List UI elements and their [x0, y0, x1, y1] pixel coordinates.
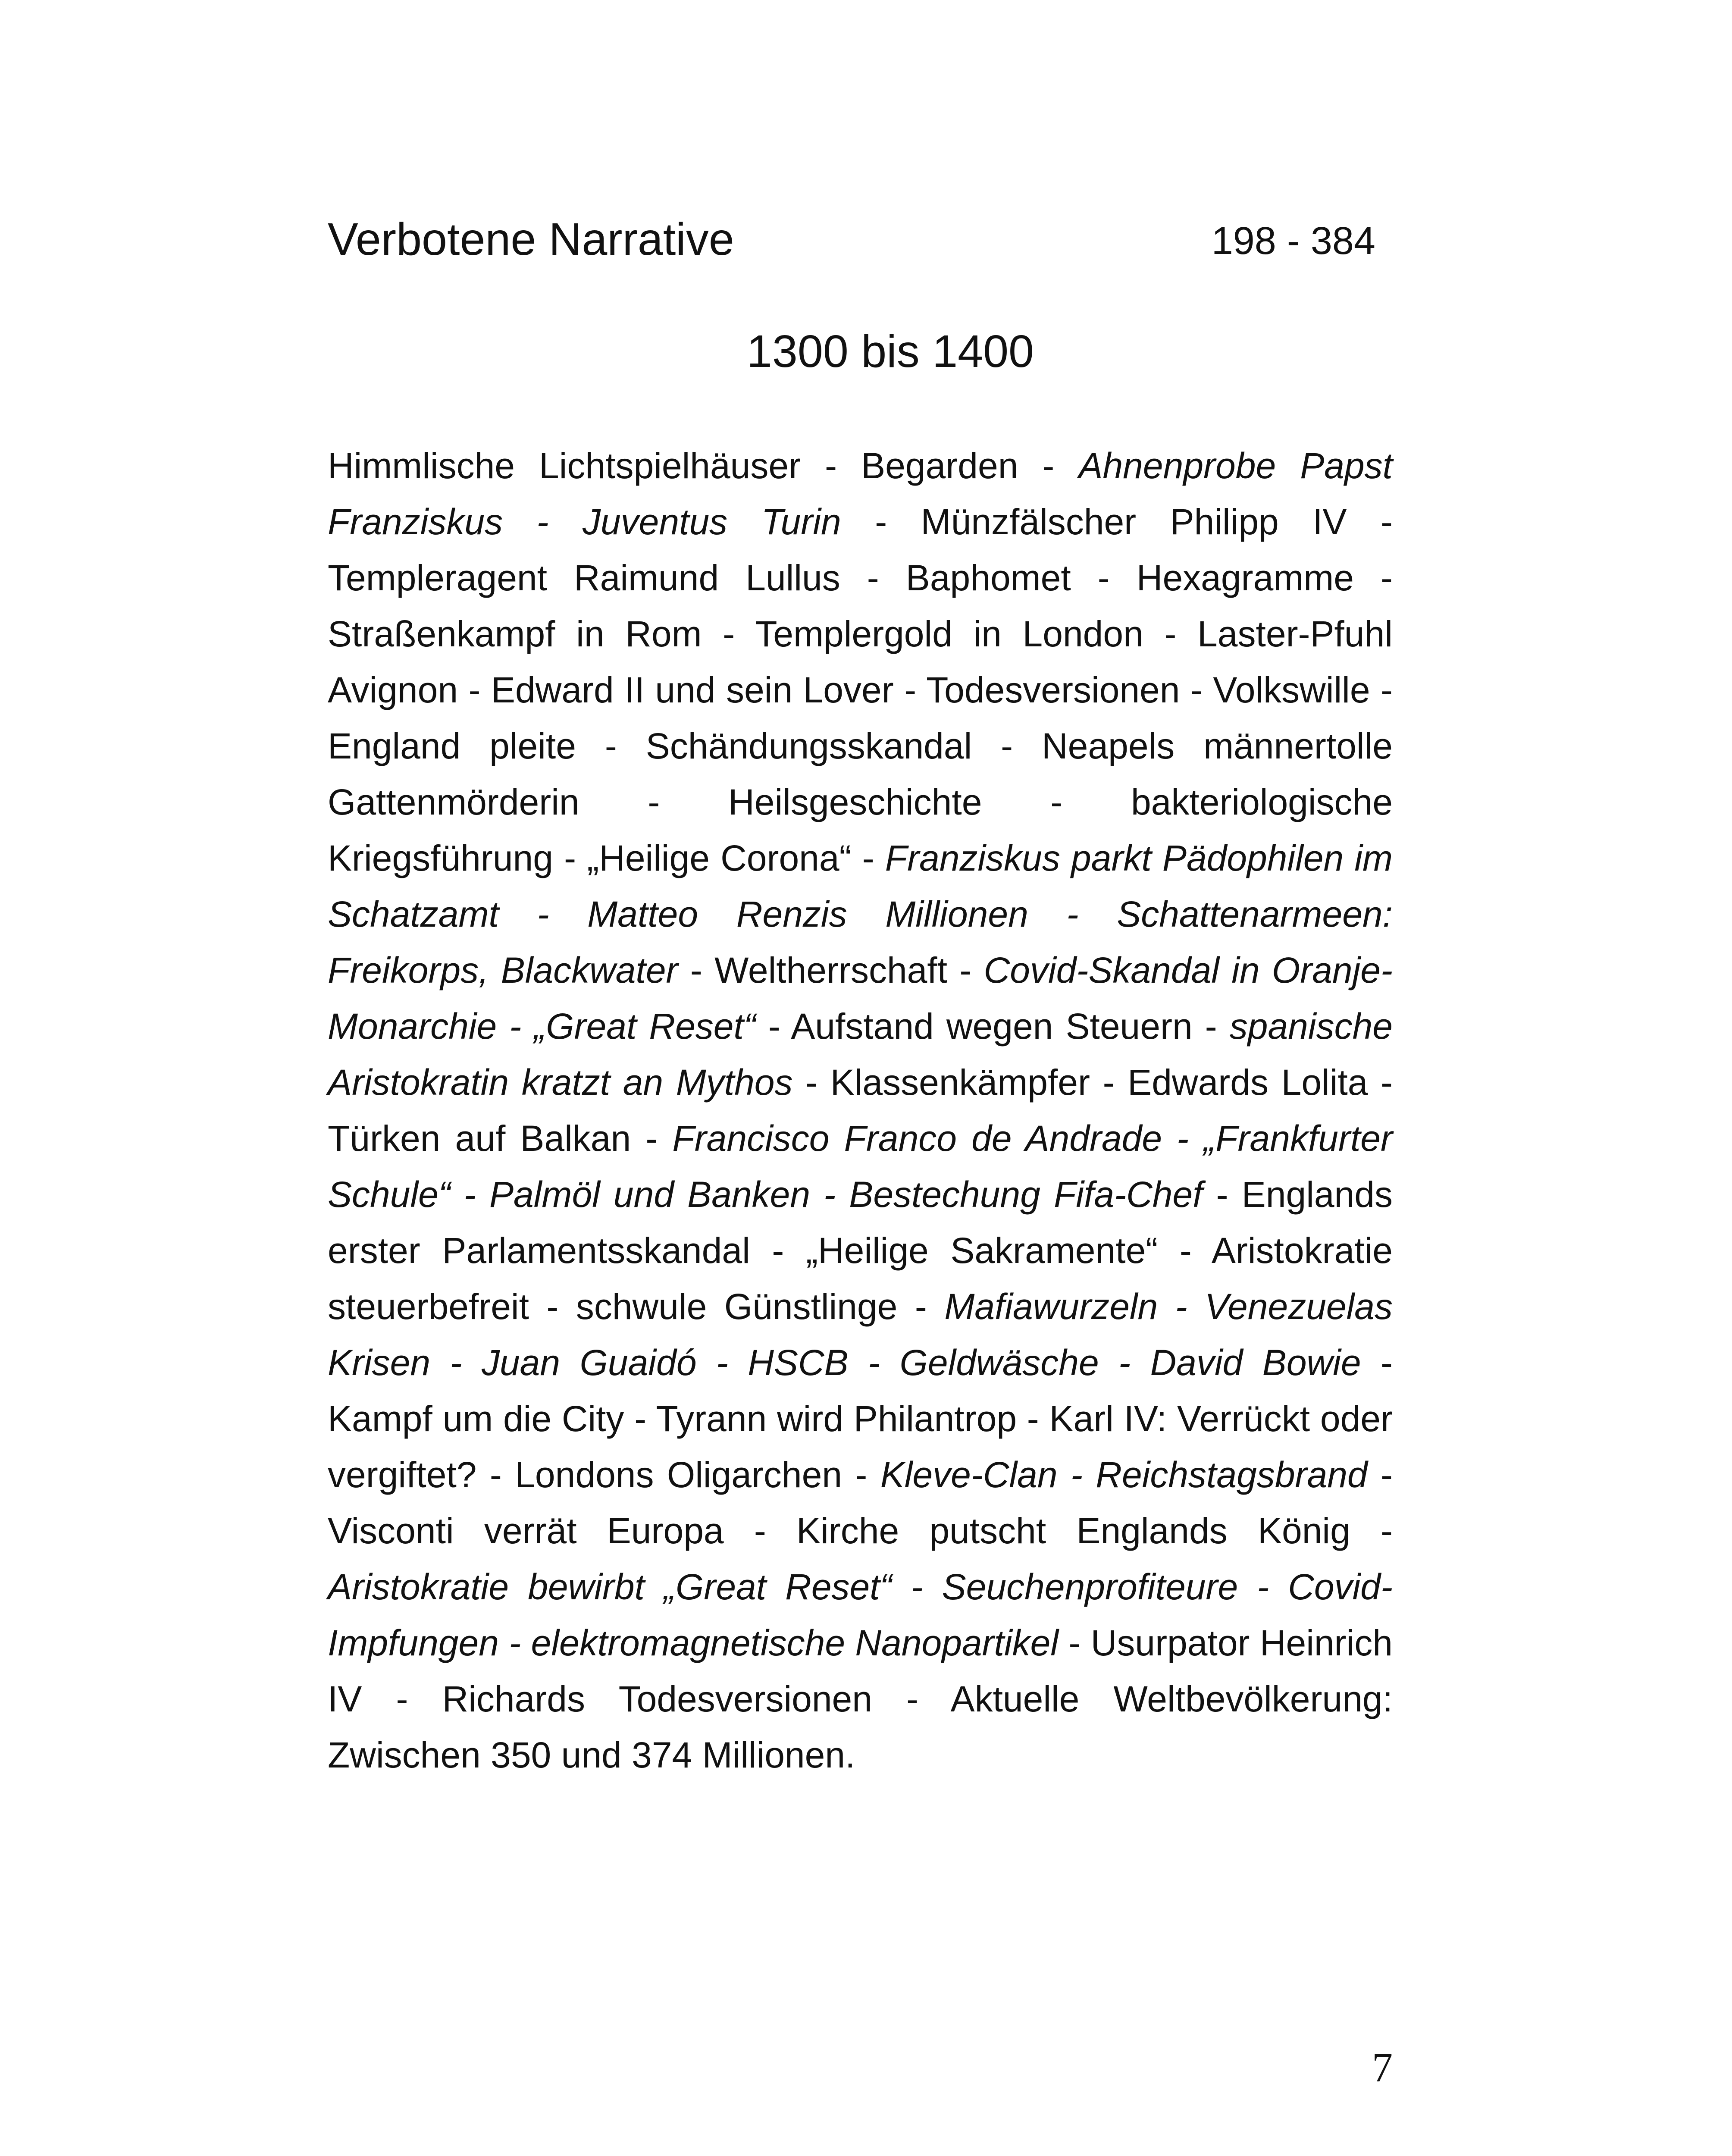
running-header — [328, 207, 1393, 280]
text-segment: - Weltherrschaft - — [678, 950, 984, 990]
text-segment: - Münzfälscher Philipp IV - Templeragent Raimund Lullus - Baphomet - Hexagramme - Straßenkampf in Rom - Templergold in London - Laster-Pfuhl Avignon - Edward II und sein Lover - Todesversionen - Volkswille - England pleite - Schändungsskandal - Neapels männertolle Gattenmörderin - Heilsgeschichte - bakteriologische Kriegsführung - „Heilige Corona“ - — [328, 501, 1393, 878]
italic-segment: Aristokratie bewirbt „Great Reset“ - Seuchenprofiteure - Covid-Impfungen - elektromagnetische Nanopartikel — [328, 1567, 1393, 1663]
italic-segment: Covid-Skandal in Oranje-Monarchie - „Great Reset“ — [328, 950, 1393, 1047]
text-segment: - Kampf um die City - Tyrann wird Philantrop - Karl IV: Verrückt oder vergiftet? - Londons Oligarchen - — [328, 1342, 1393, 1495]
page-number: 7 — [1372, 2044, 1393, 2090]
italic-segment: Francisco Franco de Andrade - „Frankfurter Schule“ - Palmöl und Banken - Bestechung Fifa-Chef — [328, 1118, 1393, 1215]
italic-segment: Mafiawurzeln - Venezuelas Krisen - Juan Guaidó - HSCB - Geldwäsche - David Bowie — [328, 1286, 1393, 1383]
italic-segment: Franziskus parkt Pädophilen im Schatzamt - Matteo Renzis Millionen - Schattenarmeen: Freikorps, Blackwater — [328, 838, 1393, 990]
text-segment: - Visconti verrät Europa - Kirche putscht Englands König - — [328, 1454, 1393, 1551]
italic-segment: Kleve-Clan - Reichstagsbrand — [880, 1454, 1368, 1495]
text-segment: - Usurpator Heinrich IV - Richards Todesversionen - Aktuelle Weltbevölkerung: Zwischen 350 und 374 Millionen. — [328, 1623, 1393, 1775]
text-segment: - Klassenkämpfer - Edwards Lolita - Türken auf Balkan - — [328, 1062, 1393, 1159]
italic-segment: spanische Aristokratin kratzt an Mythos — [328, 1006, 1393, 1103]
italic-segment: Ahnenprobe Papst Franziskus - Juventus Turin — [328, 445, 1393, 542]
page-range: 198 - 384 — [1211, 219, 1375, 263]
text-segment: - Englands erster Parlamentsskandal - „Heilige Sakramente“ - Aristokratie steuerbefreit - schwule Günstlinge - — [328, 1174, 1393, 1327]
text-segment: Himmlische Lichtspielhäuser - Begarden - — [328, 445, 1079, 486]
section-title: 1300 bis 1400 — [746, 326, 1034, 377]
body-paragraph — [328, 438, 1393, 1783]
book-title: Verbotene Narrative — [328, 214, 734, 265]
text-segment: - Aufstand wegen Steuern - — [755, 1006, 1230, 1047]
